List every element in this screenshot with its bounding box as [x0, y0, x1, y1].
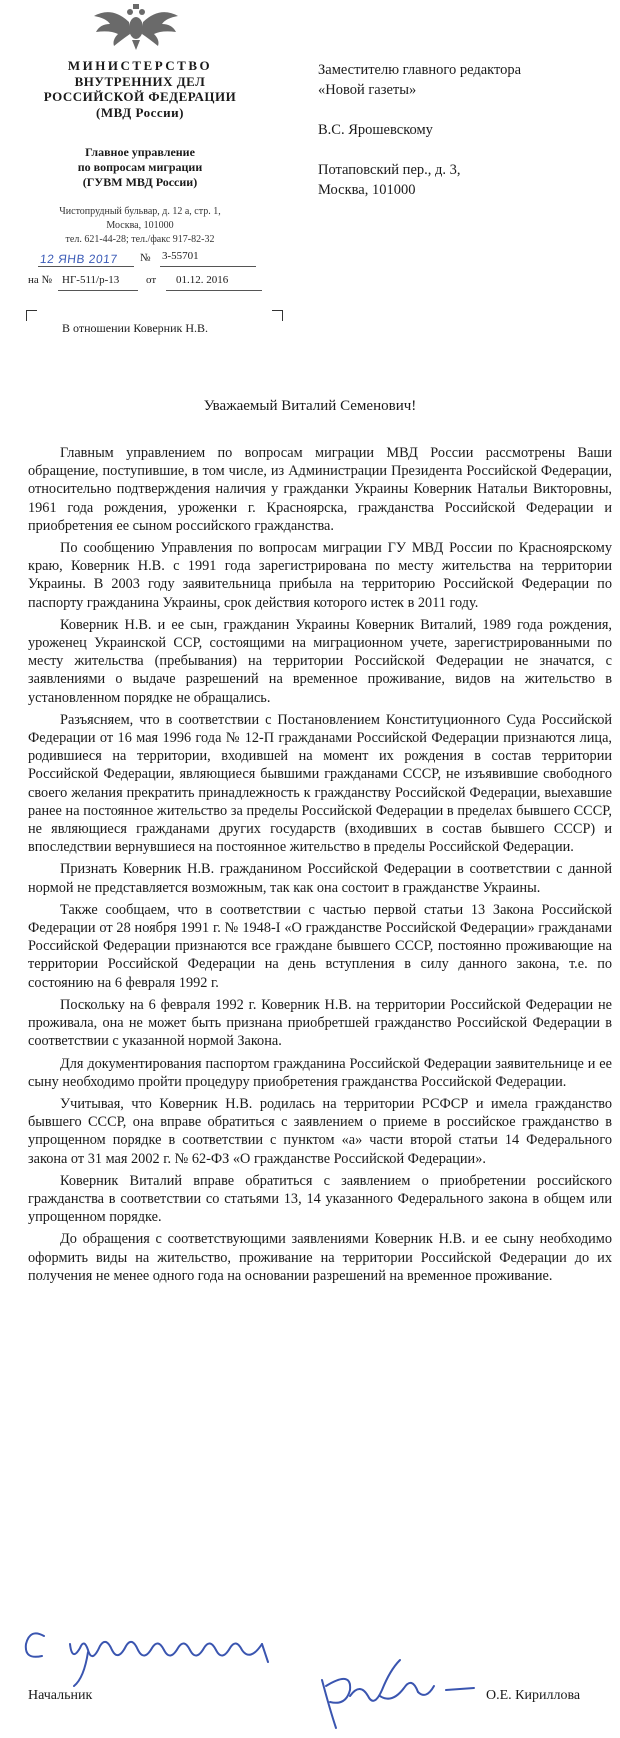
- ref-number-underline: [58, 290, 138, 291]
- addressee-city: Москва, 101000: [318, 182, 416, 198]
- reg-number-label: №: [140, 252, 151, 264]
- reg-number-underline: [160, 266, 256, 267]
- body-paragraph: Для документирования паспортом гражданина Российской Федерации заявительнице и ее сыну необходимо пройти процедуру приобретения гражданства Российской Федерации.: [28, 1055, 612, 1090]
- body-paragraph: По сообщению Управления по вопросам миграции ГУ МВД России по Красноярскому краю, Коверник Н.В. с 1991 года зарегистрирована по месту жительства на территории Украины. В 2003 году заявительница прибыла на территорию Российской Федерации по паспорту гражданина Украины, срок действия которого истек в 2011 году.: [28, 540, 612, 611]
- reg-date-underline: [38, 266, 134, 267]
- body-paragraph: Разъясняем, что в соответствии с Постановлением Конституционного Суда Российской Федерации от 16 мая 1996 года № 12-П гражданами Российской Федерации признаются лица, родившиеся на территории, входившей на момент их рождения в состав территории Российской Федерации, являющиеся бывшими гражданами СССР, не изъявившие свободного своего желания прекратить принадлежность к гражданству Российской Федерации, выехавшие ранее на постоянное жительство за пределы Российской Федерации в пределах бывшего СССР, не являющиеся гражданами других государств (входивших в состав бывшего СССР) и впоследствии вернувшиеся на постоянное жительство в пределы Российской Федерации.: [28, 711, 612, 856]
- department-line: (ГУВМ МВД России): [82, 175, 198, 189]
- ref-date: 01.12. 2016: [176, 274, 229, 286]
- ref-date-underline: [166, 290, 262, 291]
- address-line: Чистопрудный бульвар, д. 12 а, стр. 1,: [59, 206, 221, 217]
- ministry-title: [30, 58, 250, 120]
- handwritten-signature: [0, 1600, 620, 1738]
- body-paragraph: Коверник Н.В. и ее сын, гражданин Украины Коверник Виталий, 1989 года рождения, уроженец Украинской ССР, состоящими на миграционном учете, зарегистрированными по месту жительства (пребывания) на территории Российской Федерации не значатся, с заявлениями о выдаче разрешений на временное проживание, видов на жительство в установленном порядке не обращались.: [28, 616, 612, 706]
- body-paragraph: До обращения с соответствующими заявлениями Коверник Н.В. и ее сыну необходимо оформить виды на жительство, проживание на территории Российской Федерации до их получения не менее одного года на основании разрешений на временное проживание.: [28, 1231, 612, 1284]
- corner-mark-right: [272, 310, 283, 321]
- body-paragraph: Учитывая, что Коверник Н.В. родилась на территории РСФСР и имела гражданство бывшего СССР, она вправе обратиться с заявлением о приеме в российское гражданство в упрощенном порядке в соответствии с пунктом «а» части второй статьи 14 Федерального закона от 31 мая 2002 г. № 62-ФЗ «О гражданстве Российской Федерации».: [28, 1095, 612, 1167]
- addressee-block: [318, 60, 608, 200]
- ministry-line: МИНИСТЕРСТВО: [67, 58, 213, 73]
- ministry-emblem-icon: [88, 2, 184, 52]
- addressee-street: Потаповский пер., д. 3,: [318, 162, 461, 178]
- subject-line: В отношении Коверник Н.В.: [62, 321, 209, 335]
- salutation: Уважаемый Виталий Семенович!: [203, 398, 417, 414]
- reg-number: 3-55701: [162, 250, 199, 262]
- body-paragraph: Коверник Виталий вправе обратиться с заявлением о приобретении российского гражданства в соответствии со статьями 13, 14 указанного Федерального закона в общем или упрощенном порядке.: [28, 1172, 612, 1226]
- address-line: тел. 621-44-28; тел./факс 917-82-32: [65, 234, 215, 245]
- body-paragraph: Главным управлением по вопросам миграции МВД России рассмотрены Ваши обращение, поступившие, в том числе, из Администрации Президента Российской Федерации, относительно подтверждения наличия у гражданки Украины Коверник Натальи Викторовны, 1961 года рождения, уроженки г. Красноярска, гражданства Российской Федерации и приобретения ее сыном российского гражданства.: [28, 445, 612, 534]
- addressee-name: В.С. Ярошевскому: [318, 122, 433, 138]
- address-line: Москва, 101000: [106, 220, 174, 231]
- ministry-line: ВНУТРЕННИХ ДЕЛ: [74, 73, 206, 89]
- letter-body: [28, 444, 612, 1289]
- department-line: по вопросам миграции: [77, 160, 203, 174]
- signatory-role: Начальник: [28, 1688, 93, 1703]
- body-paragraph: Признать Коверник Н.В. гражданином Российской Федерации в соответствии с данной нормой не представляется возможным, так как она состоит в гражданстве Украины.: [28, 861, 612, 896]
- body-paragraph: Поскольку на 6 февраля 1992 г. Коверник Н.В. на территории Российской Федерации не проживала, она не может быть признана приобретшей гражданство Российской Федерации в соответствии с указанной нормой Закона.: [28, 996, 612, 1050]
- ref-prefix: на №: [28, 274, 53, 286]
- registration-date-stamp: 12 ЯНВ 2017: [39, 252, 119, 266]
- department-line: Главное управление: [85, 145, 195, 159]
- department-address: [30, 205, 250, 247]
- addressee-line: Заместителю главного редактора: [318, 62, 522, 78]
- ref-number: НГ-511/р-13: [62, 274, 120, 286]
- ref-from-label: от: [146, 274, 157, 286]
- department-title: [30, 145, 250, 190]
- ministry-line: РОССИЙСКОЙ ФЕДЕРАЦИИ: [43, 89, 237, 104]
- addressee-line: «Новой газеты»: [318, 82, 417, 98]
- body-paragraph: Также сообщаем, что в соответствии с частью первой статьи 13 Закона Российской Федерации от 28 ноября 1991 г. № 1948-I «О гражданстве Российской Федерации» гражданами Российской Федерации признаются все граждане бывшего СССР, постоянно проживающие на территории Российской Федерации на день вступления в силу данного закона, т.е. по состоянию на 6 февраля 1992 г.: [28, 901, 612, 991]
- ministry-line: (МВД России): [96, 104, 184, 120]
- signatory-name: О.Е. Кириллова: [486, 1688, 581, 1703]
- corner-mark-left: [26, 310, 37, 321]
